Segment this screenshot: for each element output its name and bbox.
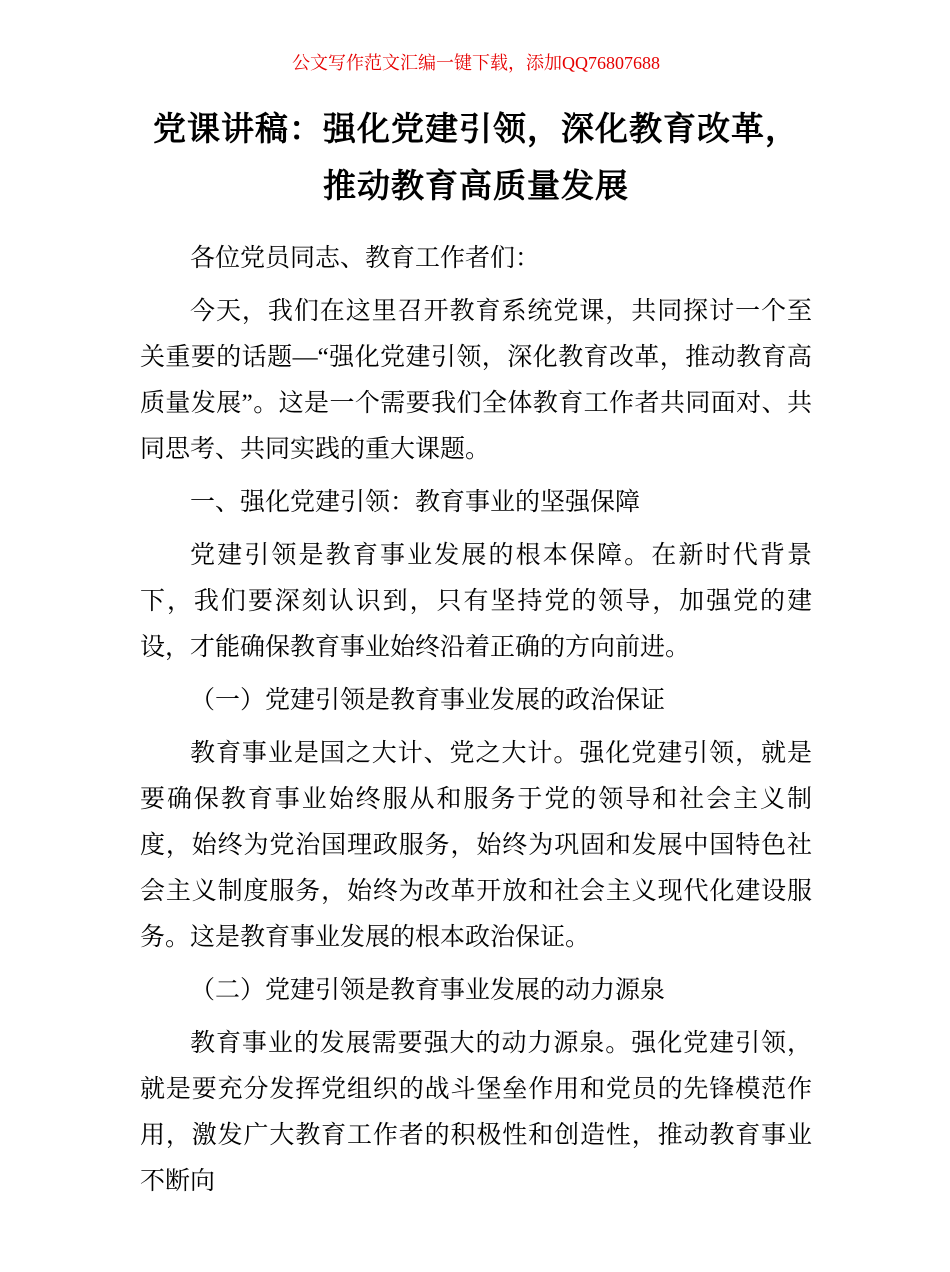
paragraph: 今天，我们在这里召开教育系统党课，共同探讨一个至关重要的话题—“强化党建引领，深化教育改革，推动教育高质量发展”。这是一个需要我们全体教育工作者共同面对、共同思考、共同实践的重大课题。 bbox=[140, 298, 812, 463]
salutation-line: 各位党员同志、教育工作者们： bbox=[190, 245, 541, 272]
section-heading: 一、强化党建引领：教育事业的坚强保障 bbox=[190, 489, 641, 516]
document-body bbox=[140, 236, 812, 1205]
document-title: 党课讲稿：强化党建引领，深化教育改革，推动教育高质量发展 bbox=[153, 112, 799, 205]
paragraph: 党建引领是教育事业发展的根本保障。在新时代背景下，我们要深刻认识到，只有坚持党的领导，加强党的建设，才能确保教育事业始终沿着正确的方向前进。 bbox=[140, 542, 812, 661]
section-heading: （二）党建引领是教育事业发展的动力源泉 bbox=[190, 977, 666, 1004]
paragraph: 教育事业的发展需要强大的动力源泉。强化党建引领，就是要充分发挥党组织的战斗堡垒作用和党员的先锋模范作用，激发广大教育工作者的积极性和创造性，推动教育事业不断向 bbox=[140, 1030, 812, 1195]
section-heading: （一）党建引领是教育事业发展的政治保证 bbox=[190, 687, 666, 714]
header-notice: 公文写作范文汇编一键下载，添加QQ76807688 bbox=[292, 53, 660, 73]
paragraph: 教育事业是国之大计、党之大计。强化党建引领，就是要确保教育事业始终服从和服务于党的领导和社会主义制度，始终为党治国理政服务，始终为巩固和发展中国特色社会主义制度服务，始终为改革开放和社会主义现代化建设服务。这是教育事业发展的根本政治保证。 bbox=[140, 740, 812, 951]
